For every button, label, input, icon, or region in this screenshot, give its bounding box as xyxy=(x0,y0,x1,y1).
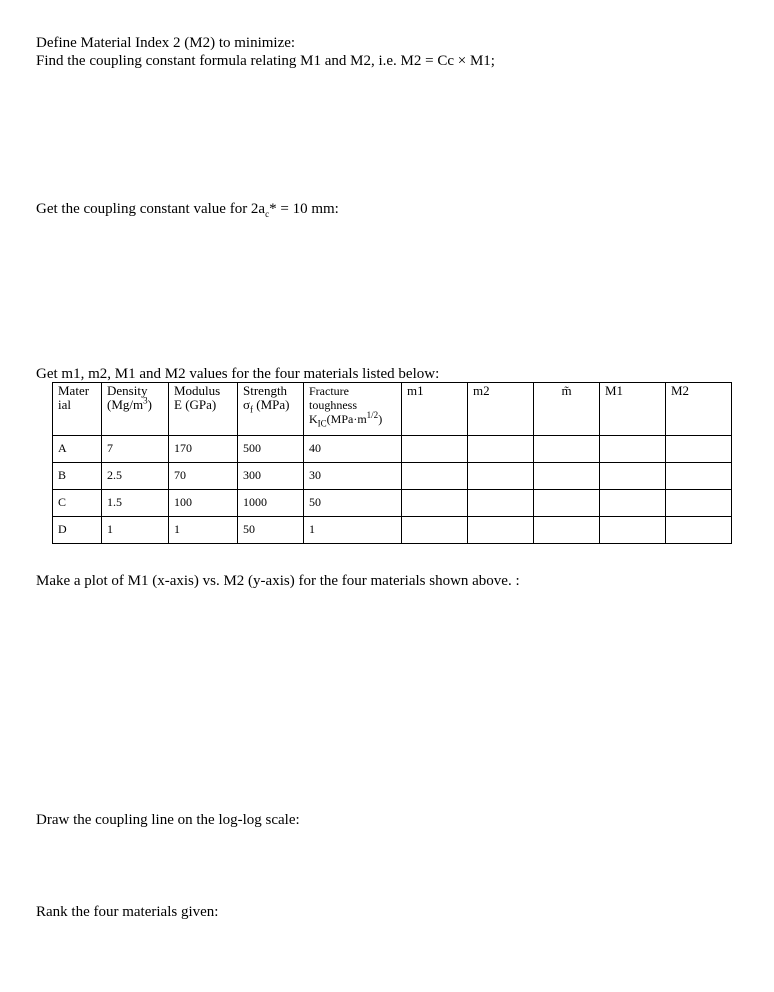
cell-m-tilde xyxy=(534,517,600,544)
cell-m2 xyxy=(468,517,534,544)
header-density-sup: 3 xyxy=(143,395,148,406)
header-M2: M2 xyxy=(666,383,732,436)
cell-modulus: 1 xyxy=(169,517,238,544)
header-fracture-sup: 1/2 xyxy=(366,410,379,420)
cell-strength: 500 xyxy=(238,436,304,463)
cell-modulus: 170 xyxy=(169,436,238,463)
cell-m1 xyxy=(402,517,468,544)
header-M1: M1 xyxy=(600,383,666,436)
table-row xyxy=(53,490,732,517)
header-m-tilde: m̃ xyxy=(534,383,600,436)
header-strength-sym: σ xyxy=(243,397,251,412)
table-row xyxy=(53,463,732,490)
header-strength xyxy=(238,383,304,436)
header-strength-sub: f xyxy=(250,404,254,415)
header-fracture-unit: (MPa·m xyxy=(326,412,367,426)
header-fracture-sub: IC xyxy=(317,418,327,429)
header-modulus xyxy=(169,383,238,436)
cell-M1 xyxy=(600,490,666,517)
cell-m-tilde xyxy=(534,463,600,490)
cell-density: 2.5 xyxy=(102,463,169,490)
header-density-l1: Density xyxy=(107,383,148,398)
header-modulus-l1: Modulus xyxy=(174,383,221,398)
header-density xyxy=(102,383,169,436)
header-material: Mater ial xyxy=(53,383,102,436)
q3-text: Get m1, m2, M1 and M2 values for the four materials listed below: xyxy=(36,366,440,382)
cell-modulus: 100 xyxy=(169,490,238,517)
cell-m1 xyxy=(402,463,468,490)
cell-M2 xyxy=(666,436,732,463)
cell-material: A xyxy=(53,436,102,463)
cell-modulus: 70 xyxy=(169,463,238,490)
header-fracture-l2: toughness xyxy=(309,398,357,412)
header-fracture-end: ) xyxy=(378,412,383,426)
cell-material: C xyxy=(53,490,102,517)
cell-M1 xyxy=(600,517,666,544)
table-row xyxy=(53,436,732,463)
q1-line1: Define Material Index 2 (M2) to minimize: xyxy=(36,35,296,51)
table-header-row xyxy=(53,383,732,436)
cell-M1 xyxy=(600,436,666,463)
header-density-l2: (Mg/m xyxy=(107,397,144,412)
cell-strength: 300 xyxy=(238,463,304,490)
cell-m-tilde xyxy=(534,490,600,517)
cell-M2 xyxy=(666,463,732,490)
cell-strength: 1000 xyxy=(238,490,304,517)
cell-M2 xyxy=(666,490,732,517)
cell-m1 xyxy=(402,490,468,517)
cell-density: 7 xyxy=(102,436,169,463)
cell-material: B xyxy=(53,463,102,490)
header-strength-unit: (MPa) xyxy=(253,397,290,412)
cell-strength: 50 xyxy=(238,517,304,544)
header-fracture xyxy=(304,383,402,436)
cell-toughness: 30 xyxy=(304,463,402,490)
table-row xyxy=(53,517,732,544)
cell-m2 xyxy=(468,490,534,517)
cell-material: D xyxy=(53,517,102,544)
cell-toughness: 40 xyxy=(304,436,402,463)
cell-m1 xyxy=(402,436,468,463)
header-strength-l1: Strength xyxy=(243,383,288,398)
q5-text: Draw the coupling line on the log-log scale: xyxy=(36,812,300,828)
header-density-end: ) xyxy=(147,397,152,412)
q2-sub: c xyxy=(265,209,270,219)
q4-text: Make a plot of M1 (x-axis) vs. M2 (y-axis) for the four materials shown above. : xyxy=(36,573,520,589)
q2-pre: Get the coupling constant value for 2a xyxy=(36,201,266,217)
cell-toughness: 50 xyxy=(304,490,402,517)
q6-text: Rank the four materials given: xyxy=(36,904,219,920)
header-m1: m1 xyxy=(402,383,468,436)
header-fracture-sym: K xyxy=(309,412,318,426)
q2-post: * = 10 mm: xyxy=(269,201,339,217)
q2-text xyxy=(36,200,339,218)
q1-line2: Find the coupling constant formula relating M1 and M2, i.e. M2 = Cc × M1; xyxy=(36,53,495,69)
header-m2: m2 xyxy=(468,383,534,436)
header-modulus-l2: E (GPa) xyxy=(174,397,217,412)
cell-m-tilde xyxy=(534,436,600,463)
cell-density: 1 xyxy=(102,517,169,544)
cell-M2 xyxy=(666,517,732,544)
cell-M1 xyxy=(600,463,666,490)
materials-table xyxy=(52,382,732,544)
header-fracture-l1: Fracture xyxy=(309,384,349,398)
cell-density: 1.5 xyxy=(102,490,169,517)
cell-toughness: 1 xyxy=(304,517,402,544)
cell-m2 xyxy=(468,463,534,490)
cell-m2 xyxy=(468,436,534,463)
